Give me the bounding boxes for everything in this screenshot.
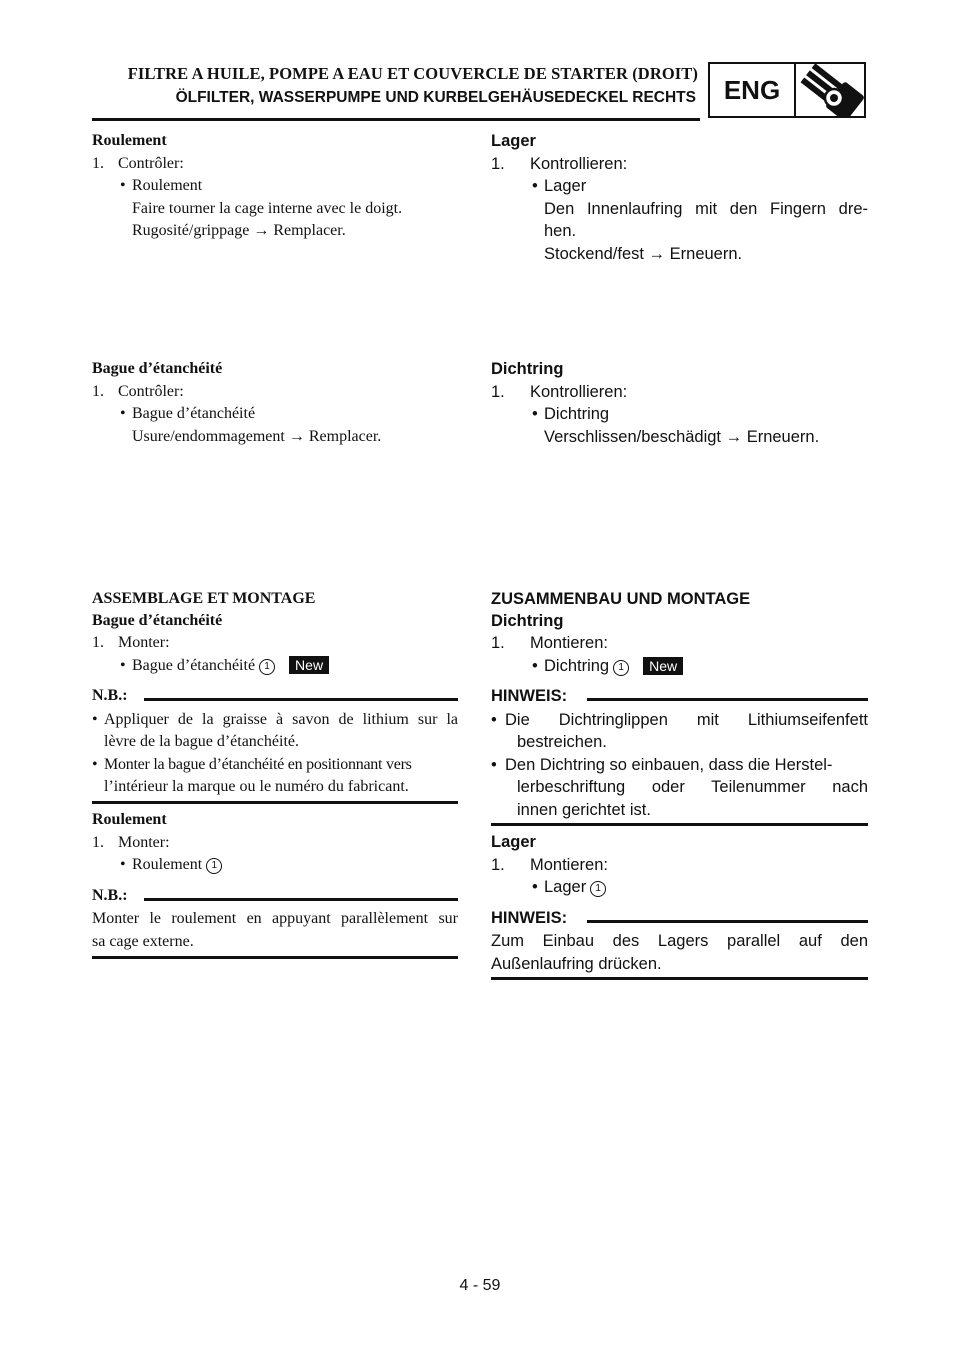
note-label: N.B.: [92,887,128,904]
body-text: Faire tourner la cage interne avec le doigt. [132,200,403,217]
note-end-rule [491,977,868,980]
note-text: Außenlaufring drücken. [491,955,662,973]
step-number: 1. [491,856,505,874]
bullet: • [92,711,98,728]
reference-number: 1 [613,660,629,676]
bullet-label: Dichtring [544,657,610,675]
bullet-text: Roulement [132,177,203,194]
note-text: Zum Einbau des Lagers parallel auf den [491,932,868,950]
bullet: • [120,856,126,873]
new-part-tag: New [643,657,683,675]
body-text: hen. [544,222,577,240]
bullet: • [120,177,126,194]
body-text: Usure/endommagement → Remplacer. [132,428,382,445]
note-text: Die Dichtringlippen mit Lithiumseifenfett [505,711,868,729]
step-number: 1. [92,634,104,651]
note-text: l’intérieur la marque ou le numéro du fabricant. [104,778,409,795]
note-text: Appliquer de la graisse à savon de lithium sur la [104,711,458,728]
step-text: Montieren: [530,856,608,874]
note-text: bestreichen. [517,733,607,751]
step-number: 1. [491,383,505,401]
page-number: 4 - 59 [459,1277,501,1294]
bullet: • [532,878,538,896]
step-number: 1. [491,634,505,652]
step-number: 1. [491,155,505,173]
header-title-fr: FILTRE A HUILE, POMPE A EAU ET COUVERCLE DE STARTER (DROIT) [127,64,698,83]
note-text: lèvre de la bague d’étanchéité. [104,733,299,750]
new-part-tag: New [289,656,329,674]
section-title: Bague d’étanchéité [92,360,223,377]
bullet: • [532,177,538,195]
note-label: N.B.: [92,687,128,704]
note-text: lerbeschriftung oder Teilenummer nach [517,778,868,796]
section-heading: ASSEMBLAGE ET MONTAGE [92,590,316,607]
note-text: Monter la bague d’étanchéité en positionnant vers [104,756,412,773]
note-text: Den Dichtring so einbauen, dass die Herstel- [505,756,833,774]
note-end-rule [491,823,868,826]
step-number: 1. [92,834,104,851]
note-end-rule [92,801,458,804]
section-title: Lager [491,833,536,851]
body-text: Stockend/fest → Erneuern. [544,245,743,263]
bullet-text: Bague d’étanchéité [132,405,256,422]
step-number: 1. [92,155,104,172]
step-text: Contrôler: [118,155,184,172]
body-text: Rugosité/grippage → Remplacer. [132,222,346,239]
bullet: • [120,405,126,422]
bullet: • [491,756,497,774]
step-text: Monter: [118,834,170,851]
note-text: innen gerichtet ist. [517,801,651,819]
bullet-text: Lager [544,177,587,195]
step-text: Contrôler: [118,383,184,400]
section-heading: ZUSAMMENBAU UND MONTAGE [491,590,751,608]
bullet: • [532,657,538,675]
note-label: HINWEIS: [491,909,568,927]
note-end-rule [92,956,458,959]
bullet: • [120,657,126,674]
step-text: Monter: [118,634,170,651]
note-rule [587,920,868,923]
note-text: Monter le roulement en appuyant parallèlement sur [92,910,458,927]
bullet-text [132,656,329,676]
bullet: • [532,405,538,423]
section-title: Lager [491,132,536,150]
note-header [491,909,868,929]
step-text: Kontrollieren: [530,155,628,173]
note-text: sa cage externe. [92,933,194,950]
body-text: Verschlissen/beschädigt → Erneuern. [544,428,820,446]
note-header [92,687,458,707]
section-title: Roulement [92,132,167,149]
bullet-label: Roulement [132,856,203,873]
bullet-text [544,656,683,676]
header-title-de: ÖLFILTER, WASSERPUMPE UND KURBELGEHÄUSEDECKEL RECHTS [175,89,696,106]
step-text: Kontrollieren: [530,383,628,401]
column-french [92,0,458,1358]
bullet: • [491,711,497,729]
badge-label: ENG [710,64,796,116]
section-title: Roulement [92,811,167,828]
note-header [92,887,458,907]
body-text: Den Innenlaufring mit den Fingern dre- [544,200,868,218]
note-rule [144,898,458,901]
column-german [491,0,868,1358]
step-number: 1. [92,383,104,400]
reference-number: 1 [259,659,275,675]
note-rule [144,698,458,701]
bullet-text: Dichtring [544,405,610,423]
step-text: Montieren: [530,634,608,652]
reference-number: 1 [206,858,222,874]
section-title: Dichtring [491,612,564,630]
note-header [491,687,868,707]
note-label: HINWEIS: [491,687,568,705]
reference-number: 1 [590,881,606,897]
bullet-label: Bague d’étanchéité [132,657,256,674]
section-title: Bague d’étanchéité [92,612,223,629]
bullet: • [92,756,98,773]
bullet-label: Lager [544,878,587,896]
bullet-text [544,877,606,897]
section-title: Dichtring [491,360,564,378]
note-rule [587,698,868,701]
bullet-text [132,855,222,875]
